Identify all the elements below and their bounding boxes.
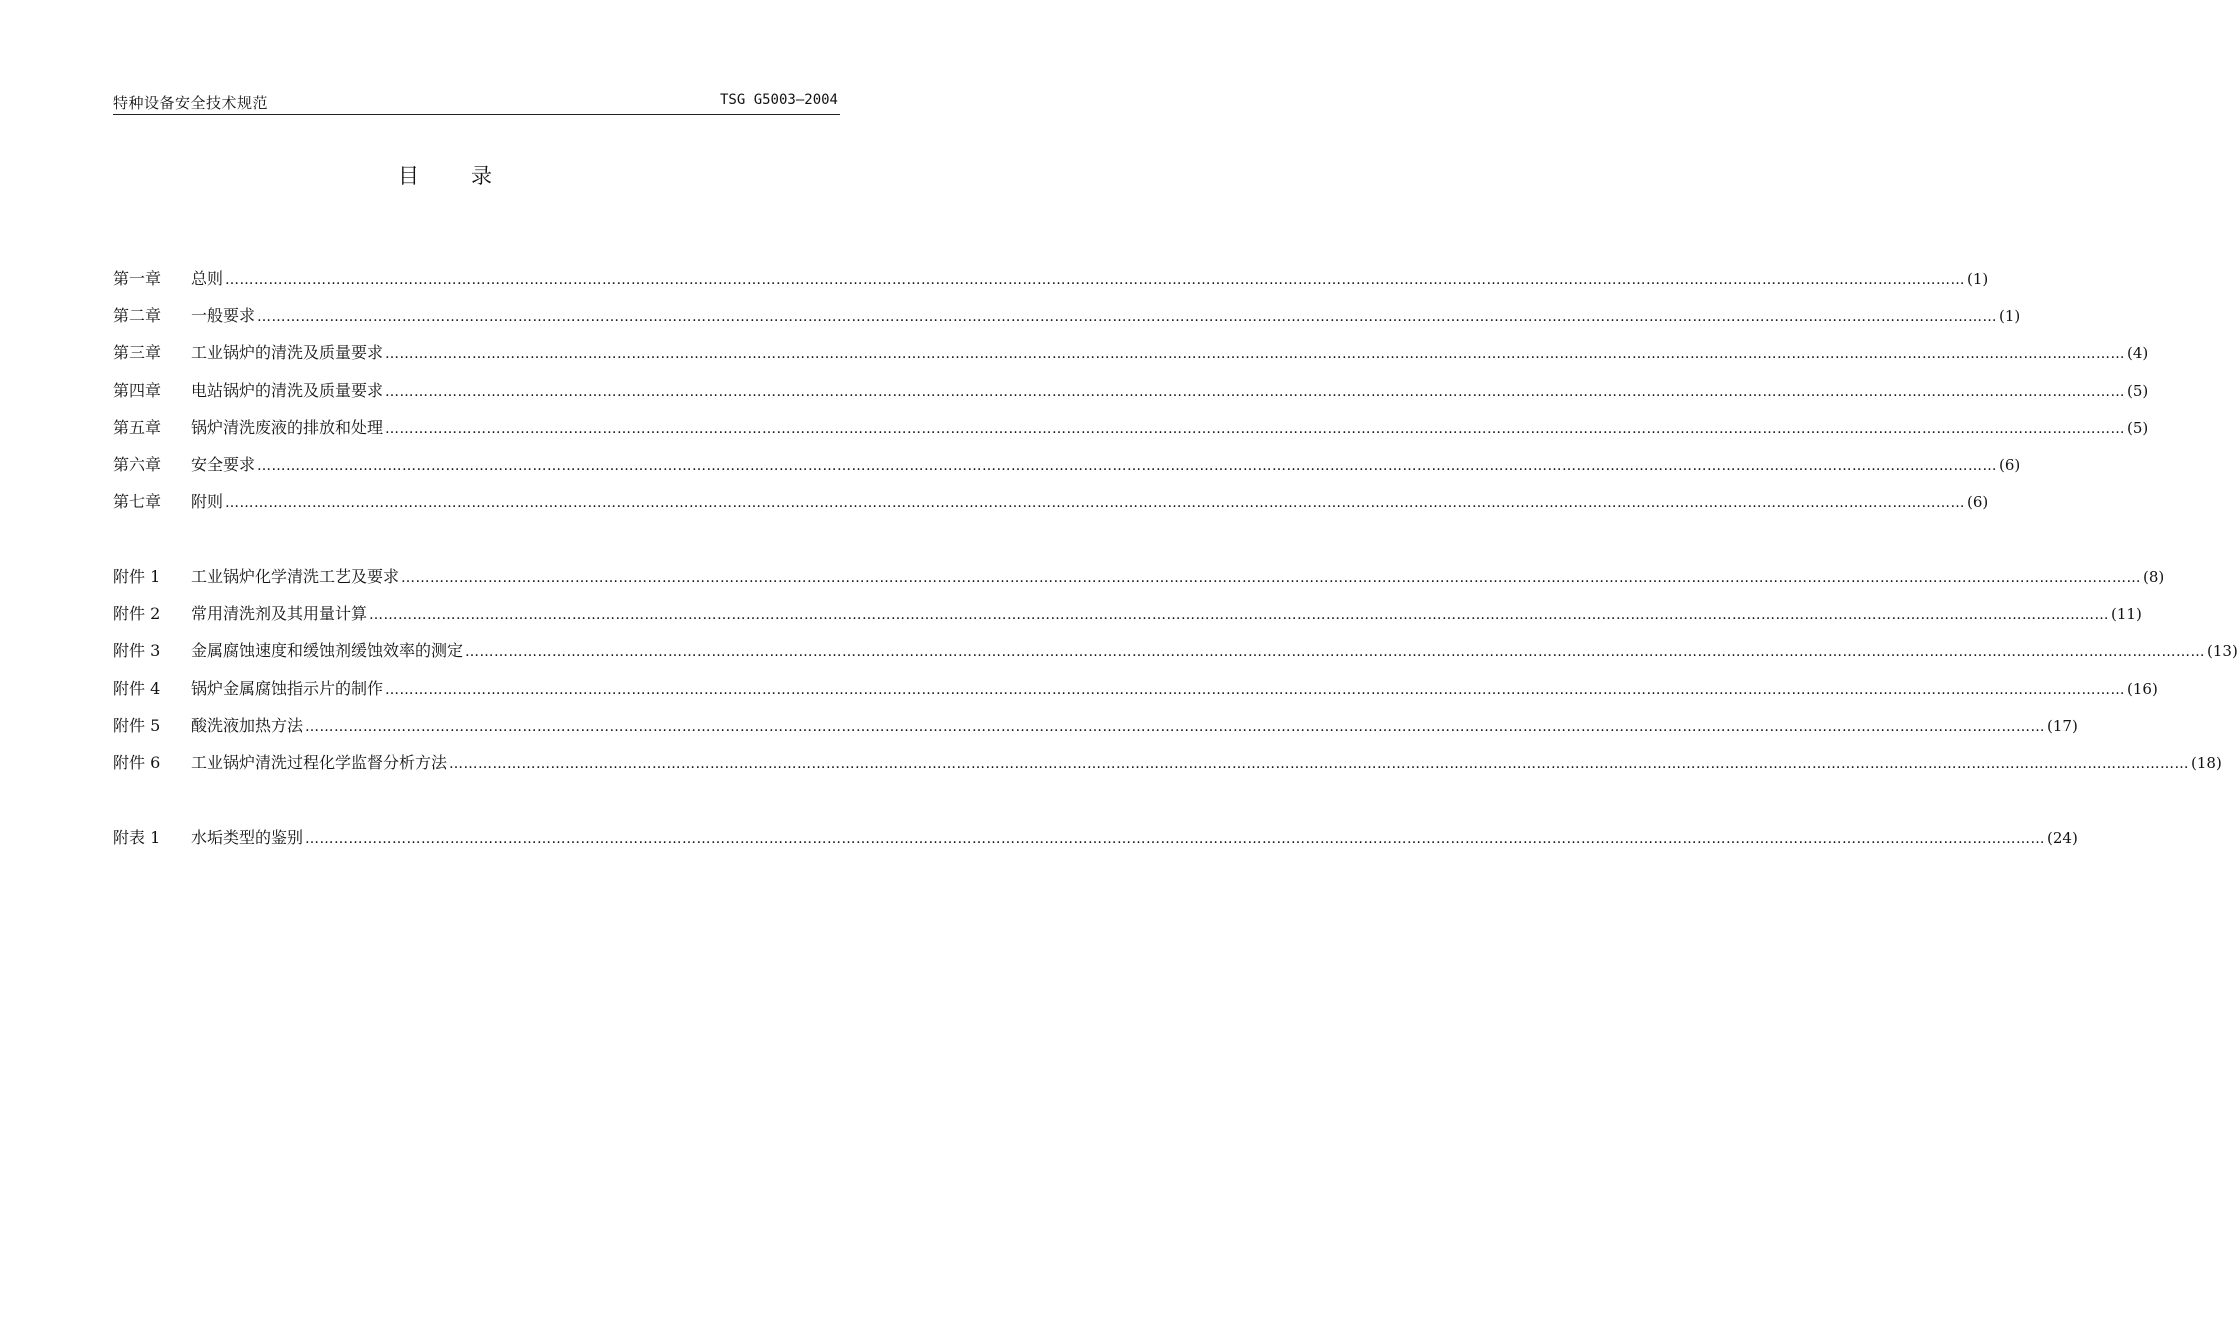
toc-entry[interactable] bbox=[113, 715, 2078, 752]
dot-leader: ……………………………………………………………………………………………………………………………………………………………………………………………………………………………………………………………………………………………………………………………… bbox=[465, 644, 2206, 661]
toc-entry-label: 附件 4 bbox=[113, 678, 161, 698]
toc-appendix-tables bbox=[113, 827, 2078, 864]
dot-leader: ……………………………………………………………………………………………………………………………………………………………………………………………………………………………………………………………………………………………………………………………… bbox=[305, 831, 2046, 847]
toc-entry[interactable] bbox=[113, 752, 2222, 789]
toc-entry-label: 附件 5 bbox=[113, 715, 161, 735]
dot-leader: ……………………………………………………………………………………………………………………………………………………………………………………………………………………………………………………………………………………………………………………………… bbox=[257, 309, 1998, 326]
toc-entry[interactable] bbox=[113, 454, 2021, 491]
toc-entry[interactable] bbox=[113, 827, 2078, 864]
toc-entry[interactable] bbox=[113, 678, 2158, 715]
toc-chapters bbox=[113, 268, 2149, 528]
toc-entry-title: 工业锅炉化学清洗工艺及要求 bbox=[191, 567, 400, 586]
toc-entry-title: 安全要求 bbox=[191, 454, 256, 474]
toc-entry-label: 第四章 bbox=[113, 380, 162, 400]
toc-entry-page-number: (6) bbox=[1999, 455, 2021, 474]
toc-entry[interactable] bbox=[113, 491, 1989, 528]
toc-entry-label: 第一章 bbox=[113, 269, 162, 288]
dot-leader: ……………………………………………………………………………………………………………………………………………………………………………………………………………………………………………………………………………………………………………………………… bbox=[257, 457, 1998, 474]
toc-entry-label: 第三章 bbox=[113, 343, 162, 363]
toc-entry-title: 锅炉清洗废液的排放和处理 bbox=[191, 417, 384, 437]
toc-entry-title: 常用清洗剂及其用量计算 bbox=[191, 604, 368, 624]
toc-entry-label: 附件 3 bbox=[113, 641, 161, 661]
dot-leader: ……………………………………………………………………………………………………………………………………………………………………………………………………………………………………………………………………………………………………………………………… bbox=[385, 420, 2126, 437]
toc-entry-page-number: (1) bbox=[1967, 270, 1989, 288]
toc-entry-label: 附件 2 bbox=[113, 604, 161, 624]
toc-entry-title: 金属腐蚀速度和缓蚀剂缓蚀效率的测定 bbox=[191, 641, 464, 661]
toc-appendices bbox=[113, 566, 2238, 789]
toc-entry-title: 酸洗液加热方法 bbox=[191, 715, 304, 735]
toc-entry-page-number: (5) bbox=[2127, 381, 2149, 400]
toc-entry-title: 工业锅炉的清洗及质量要求 bbox=[191, 343, 384, 363]
dot-leader: ……………………………………………………………………………………………………………………………………………………………………………………………………………………………………………………………………………………………………………………………… bbox=[225, 495, 1966, 512]
toc-entry-title: 电站锅炉的清洗及质量要求 bbox=[191, 380, 384, 400]
toc-entry[interactable] bbox=[113, 640, 2238, 677]
toc-entry-label: 附件 1 bbox=[113, 567, 161, 586]
toc-entry-title: 水垢类型的鉴别 bbox=[191, 828, 304, 847]
header-standard-number: TSG G5003—2004 bbox=[719, 92, 838, 108]
toc-entry-label: 附件 6 bbox=[113, 752, 161, 772]
dot-leader: ……………………………………………………………………………………………………………………………………………………………………………………………………………………………………………………………………………………………………………………………… bbox=[369, 607, 2110, 624]
header-series-title: 特种设备安全技术规范 bbox=[113, 94, 269, 112]
toc-entry-label: 第二章 bbox=[113, 306, 162, 326]
dot-leader: ……………………………………………………………………………………………………………………………………………………………………………………………………………………………………………………………………………………………………………………………… bbox=[385, 681, 2126, 698]
toc-entry-page-number: (24) bbox=[2047, 829, 2078, 847]
toc-entry-page-number: (18) bbox=[2191, 753, 2222, 772]
toc-entry[interactable] bbox=[113, 380, 2149, 417]
toc-entry-page-number: (16) bbox=[2127, 679, 2158, 698]
toc-entry-page-number: (5) bbox=[2127, 418, 2149, 437]
toc-entry-page-number: (4) bbox=[2127, 344, 2149, 363]
toc-entry[interactable] bbox=[113, 417, 2149, 454]
toc-entry-title: 一般要求 bbox=[191, 306, 256, 326]
toc-entry-title: 总则 bbox=[191, 269, 224, 288]
toc-entry-label: 第六章 bbox=[113, 454, 162, 474]
toc-entry-title: 工业锅炉清洗过程化学监督分析方法 bbox=[191, 752, 448, 772]
dot-leader: ……………………………………………………………………………………………………………………………………………………………………………………………………………………………………………………………………………………………………………………………… bbox=[385, 346, 2126, 363]
toc-entry-page-number: (1) bbox=[1999, 307, 2021, 326]
toc-entry[interactable] bbox=[113, 603, 2142, 640]
toc-entry[interactable] bbox=[113, 566, 2165, 603]
toc-entry-page-number: (17) bbox=[2047, 716, 2078, 735]
toc-entry[interactable] bbox=[113, 268, 1989, 305]
toc-entry[interactable] bbox=[113, 305, 2021, 342]
toc-entry-title: 锅炉金属腐蚀指示片的制作 bbox=[191, 678, 384, 698]
toc-entry-page-number: (6) bbox=[1967, 493, 1989, 512]
dot-leader: ……………………………………………………………………………………………………………………………………………………………………………………………………………………………………………………………………………………………………………………………… bbox=[449, 755, 2190, 772]
toc-entry-page-number: (8) bbox=[2143, 568, 2165, 586]
toc-title: 目录 bbox=[398, 164, 544, 188]
dot-leader: ……………………………………………………………………………………………………………………………………………………………………………………………………………………………………………………………………………………………………………………………… bbox=[385, 383, 2126, 400]
dot-leader: ……………………………………………………………………………………………………………………………………………………………………………………………………………………………………………………………………………………………………………………………… bbox=[305, 718, 2046, 735]
dot-leader: ……………………………………………………………………………………………………………………………………………………………………………………………………………………………………………………………………………………………………………………………… bbox=[225, 272, 1966, 288]
page-header bbox=[113, 90, 840, 115]
dot-leader: ……………………………………………………………………………………………………………………………………………………………………………………………………………………………………………………………………………………………………………………………… bbox=[401, 570, 2142, 586]
toc-entry[interactable] bbox=[113, 342, 2149, 379]
toc-entry-title: 附则 bbox=[191, 492, 224, 512]
toc-entry-page-number: (13) bbox=[2207, 642, 2238, 661]
toc-entry-label: 附表 1 bbox=[113, 828, 161, 847]
toc-entry-label: 第七章 bbox=[113, 492, 162, 512]
toc-entry-page-number: (11) bbox=[2111, 605, 2142, 624]
toc-entry-label: 第五章 bbox=[113, 417, 162, 437]
